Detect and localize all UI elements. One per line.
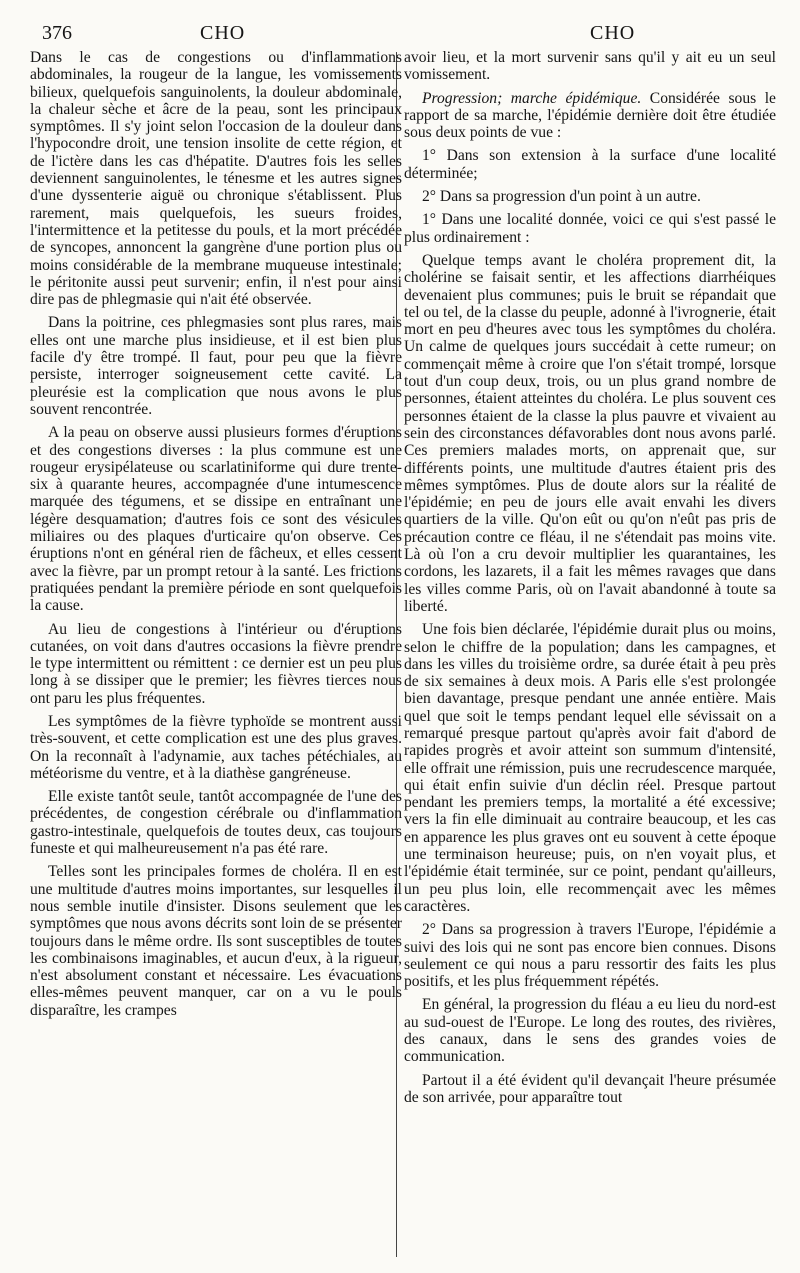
paragraph: Dans le cas de congestions ou d'inflammations abdominales, la rougeur de la langue, les vomissements bilieux, quelquefois sanguinolents, la douleur abdominale, la chaleur sèche et âcre de la peau, sont les principaux symptômes. Il s'y joint selon l'occasion de la douleur dans l'hypocondre droit, une tension insolite de cette région, et de l'ictère dans les cas d'hépatite. D'autres fois les selles deviennent sanguinolentes, le ténesme et les autres signes d'une dyssenterie aiguë ou chronique s'établissent. Plus rarement, mais quelquefois, les sueurs froides, l'intermittence et la petitesse du pouls, et la mort précédée de syncopes, annoncent la gangrène d'une portion plus ou moins considérable de la membrane muqueuse intestinale; le péritonite aussi peut survenir; enfin, il n'est pour ainsi dire pas de phlegmasie qui n'ait été observée. <box>30 49 402 309</box>
paragraph: 2° Dans sa progression à travers l'Europe, l'épidémie a suivi des lois qui ne sont pas encore bien connues. Disons seulement ce qui nous a paru ressortir des faits les plus positifs, et les plus fréquemment répétés. <box>404 921 776 991</box>
paragraph: 1° Dans une localité donnée, voici ce qui s'est passé le plus ordinairement : <box>404 211 776 246</box>
paragraph: Au lieu de congestions à l'intérieur ou d'éruptions cutanées, on voit dans d'autres occasions la fièvre prendre le type intermittent ou rémittent : ce dernier est un peu plus long à se dissiper que le premier; les fièvres tierces nous ont paru les plus fréquentes. <box>30 620 402 707</box>
section-text: Considérée sous le rapport de sa marche, l'épidémie dernière doit être étudiée sous deux points de vue : <box>404 89 776 142</box>
running-header <box>0 16 800 50</box>
section-heading: Progression; marche épidémique. <box>422 89 642 107</box>
paragraph: avoir lieu, et la mort survenir sans qu'il y ait eu un seul vomissement. <box>404 49 776 84</box>
paragraph: 1° Dans son extension à la surface d'une localité déterminée; <box>404 147 776 182</box>
paragraph: Partout il a été évident qu'il devançait l'heure présumée de son arrivée, pour apparaître tout <box>404 1071 776 1106</box>
left-column <box>30 49 402 1025</box>
paragraph: Une fois bien déclarée, l'épidémie durait plus ou moins, selon le chiffre de la population; dans les campagnes, et dans les villes du troisième ordre, sa durée était à peu près de six semaines à deux mois. A Paris elle s'est prolongée bien davantage, presque pendant une année entière. Mais quel que soit le temps pendant lequel elle sévissait on a remarqué presque partout qu'après avoir fait d'abord de rapides progrès et avoir atteint son summum d'intensité, elle offrait une rémission, puis une recrudescence marquée, qui était enfin suivie d'un déclin réel. Presque partout pendant les premiers temps, la mortalité a été excessive; vers la fin elle diminuait au contraire beaucoup, et les cas en apparence les plus graves ont eu souvent à cette époque une terminaison heureuse; puis, on n'en voyait plus, et l'épidémie était terminée, sur ce point, pendant qu'ailleurs, un peu plus loin, elle recommençait avec les mêmes caractères. <box>404 621 776 915</box>
section-paragraph <box>404 90 776 142</box>
right-column <box>404 49 776 1112</box>
paragraph: En général, la progression du fléau a eu lieu du nord-est au sud-ouest de l'Europe. Le long des routes, des rivières, des canaux, dans le sens des grandes voies de communication. <box>404 996 776 1066</box>
paragraph: A la peau on observe aussi plusieurs formes d'éruptions et des congestions diverses : la plus commune est une rougeur erysipélateuse ou scarlatiniforme qui dure trente-six à quarante heures, accompagnée d'une intumescence marquée des tégumens, et se dissipe en entraînant une légère desquamation; d'autres fois ce sont des vésicules miliaires ou des plaques d'urticaire qu'on observe. Ces éruptions n'ont en général rien de fâcheux, et elles cessent avec la fièvre, par un prompt retour à la santé. Les frictions pratiquées pendant la première période en sont quelquefois la cause. <box>30 424 402 615</box>
paragraph: Les symptômes de la fièvre typhoïde se montrent aussi très-souvent, et cette complication est une des plus graves. On la reconnaît à l'adynamie, aux taches pétéchiales, au météorisme du ventre, et à la diathèse gangréneuse. <box>30 712 402 782</box>
paragraph: Telles sont les principales formes de choléra. Il en est une multitude d'autres moins importantes, sur lesquelles il nous semble inutile d'insister. Disons seulement que les symptômes que nous avons décrits sont loin de se présenter toujours dans le même ordre. Ils sont susceptibles de toutes les combinaisons imaginables, et aucun d'eux, à la rigueur, n'est absolument constant et nécessaire. Les évacuations elles-mêmes peuvent manquer, car on a vu le pouls disparaître, les crampes <box>30 863 402 1019</box>
paragraph: Elle existe tantôt seule, tantôt accompagnée de l'une des précédentes, de congestion cérébrale ou d'inflammation gastro-intestinale, quelquefois de toutes deux, cas toujours funeste et qui malheureusement n'a pas été rare. <box>30 788 402 858</box>
right-running-title: CHO <box>590 22 636 44</box>
paragraph: 2° Dans sa progression d'un point à un autre. <box>422 188 701 206</box>
paragraph: Quelque temps avant le choléra proprement dit, la cholérine se faisait sentir, et les affections diarrhéiques devenaient plus communes; puis le bruit se répandait que tel ou tel, de la classe du peuple, adonné à l'ivrognerie, était mort en peu d'heures avec tous les symptômes du choléra. Un calme de quelques jours succédait à cette rumeur; on commençait même à croire que l'on s'était trompé, lorsque tout d'un coup deux, trois, ou un plus grand nombre de personnes, étaient atteintes du choléra. Le plus souvent ces personnes étaient de la classe la plus pauvre et vivaient au sein des circonstances défavorables dont nous avons parlé. Ces premiers malades morts, on apprenait que, sur différents points, une multitude d'autres étaient pris des mêmes symptômes. Plus de doute alors sur la réalité de l'épidémie; en peu de jours elle avait envahi les divers quartiers de la ville. Qu'on eût ou qu'on n'eût pas pris de précaution contre ce fléau, il ne s'étendait pas moins vite. Là où l'on a cru devoir multiplier les quarantaines, les cordons, les lazarets, il a fait les mêmes ravages que dans les villes comme Paris, où on l'avait abandonné à toute sa liberté. <box>404 251 776 615</box>
page-number: 376 <box>42 22 72 44</box>
paragraph: Dans la poitrine, ces phlegmasies sont plus rares, mais elles ont une marche plus insidieuse, et il est bien plus facile d'y être trompé. Il faut, pour peu que la fièvre persiste, interroger soigneusement cette cavité. La pleurésie est la complication que nous avons le plus souvent rencontrée. <box>30 314 402 418</box>
left-running-title: CHO <box>200 22 246 44</box>
